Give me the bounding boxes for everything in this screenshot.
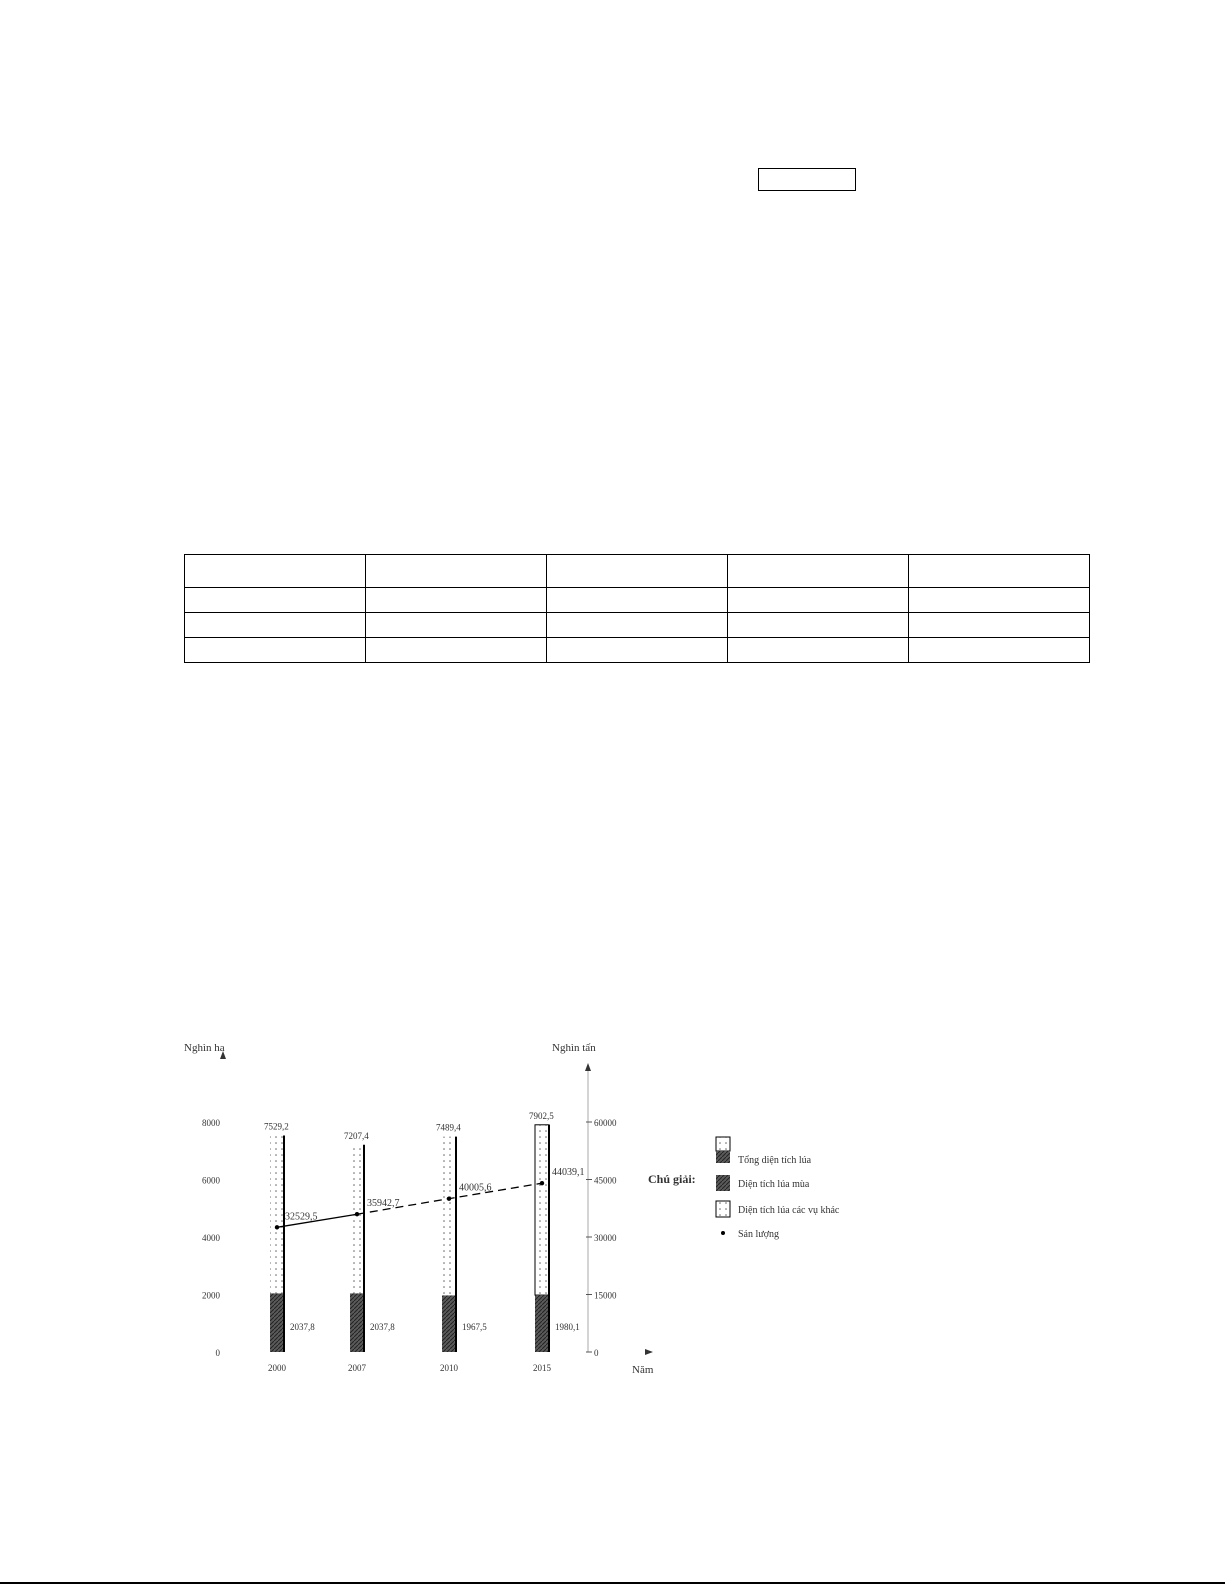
bar-mua-label: 2037,8 [370, 1322, 395, 1332]
table-cell [547, 638, 728, 663]
rice-chart [184, 1042, 910, 1385]
production-point [540, 1181, 544, 1185]
legend-item: Tổng diện tích lúa [738, 1155, 812, 1166]
table-row [185, 613, 1090, 638]
table-row [185, 638, 1090, 663]
table-cell [366, 638, 547, 663]
bar-total-label: 7529,2 [264, 1121, 289, 1132]
table-cell [185, 613, 366, 638]
bar-other-seasons [442, 1137, 456, 1296]
bar-mua-label: 2037,8 [290, 1322, 315, 1332]
right-tick-label: 45000 [594, 1175, 617, 1186]
legend-item: Diện tích lúa các vụ khác [738, 1205, 840, 1216]
legend-title: Chú giải: [648, 1172, 696, 1186]
category-label: 2000 [268, 1363, 286, 1373]
bar-other-seasons [350, 1145, 364, 1294]
right-axis-arrow [585, 1063, 591, 1071]
bar-total-label: 7902,5 [529, 1110, 554, 1121]
left-tick-label: 6000 [202, 1175, 220, 1186]
table-cell [366, 555, 547, 588]
bar-lua-mua [350, 1293, 364, 1352]
table-cell [728, 613, 909, 638]
table-header-row [185, 555, 1090, 588]
right-tick-label: 30000 [594, 1233, 617, 1243]
table-cell [185, 555, 366, 588]
table-cell [909, 613, 1090, 638]
boxed-label [758, 168, 856, 191]
left-tick-label: 4000 [202, 1233, 220, 1243]
right-tick-label: 0 [594, 1348, 599, 1358]
legend-swatch-other-seasons [716, 1201, 730, 1217]
table-cell [728, 638, 909, 663]
table-cell [366, 588, 547, 613]
table-cell [909, 588, 1090, 613]
production-label: 32529,5 [285, 1211, 318, 1223]
table-cell [728, 555, 909, 588]
data-table [184, 554, 1090, 663]
legend-swatch-other [716, 1137, 730, 1151]
x-axis-label: Năm [632, 1364, 654, 1376]
table-cell [728, 588, 909, 613]
bar-mua-label: 1967,5 [462, 1322, 487, 1332]
left-tick-label: 8000 [202, 1118, 220, 1128]
bar-lua-mua [535, 1295, 549, 1352]
table-cell [366, 613, 547, 638]
left-tick-label: 2000 [202, 1290, 220, 1301]
legend-swatch-total [716, 1151, 730, 1163]
bar-other-seasons [270, 1136, 284, 1294]
production-label: 35942,7 [367, 1198, 400, 1210]
table-cell [185, 638, 366, 663]
production-point [275, 1225, 279, 1229]
table-cell [547, 613, 728, 638]
bottom-rule [0, 1582, 1225, 1584]
legend-swatch-production [721, 1231, 725, 1235]
table-row [185, 588, 1090, 613]
right-tick-label: 60000 [594, 1118, 617, 1128]
x-axis-arrow [645, 1349, 653, 1355]
bar-other-seasons [535, 1125, 549, 1295]
production-label: 44039,1 [552, 1167, 585, 1179]
left-tick-label: 0 [215, 1348, 220, 1358]
bar-total-label: 7489,4 [436, 1122, 461, 1133]
production-point [355, 1212, 359, 1216]
table-cell [185, 588, 366, 613]
category-label: 2015 [533, 1363, 551, 1373]
right-tick-label: 15000 [594, 1290, 617, 1301]
table-cell [909, 638, 1090, 663]
legend-item: Sản lượng [738, 1229, 779, 1240]
bar-total-label: 7207,4 [344, 1130, 369, 1141]
legend-item: Diện tích lúa mùa [738, 1179, 810, 1190]
production-label: 40005,6 [459, 1182, 492, 1194]
legend-swatch-mua [716, 1175, 730, 1191]
category-label: 2010 [440, 1363, 458, 1373]
table-cell [547, 555, 728, 588]
table-cell [909, 555, 1090, 588]
left-axis-label: Nghìn ha [184, 1042, 225, 1054]
table-cell [547, 588, 728, 613]
bar-mua-label: 1980,1 [555, 1322, 580, 1332]
category-label: 2007 [348, 1363, 366, 1373]
production-point [447, 1196, 451, 1200]
bar-lua-mua [442, 1295, 456, 1352]
right-axis-label: Nghìn tấn [552, 1042, 596, 1054]
bar-lua-mua [270, 1293, 284, 1352]
